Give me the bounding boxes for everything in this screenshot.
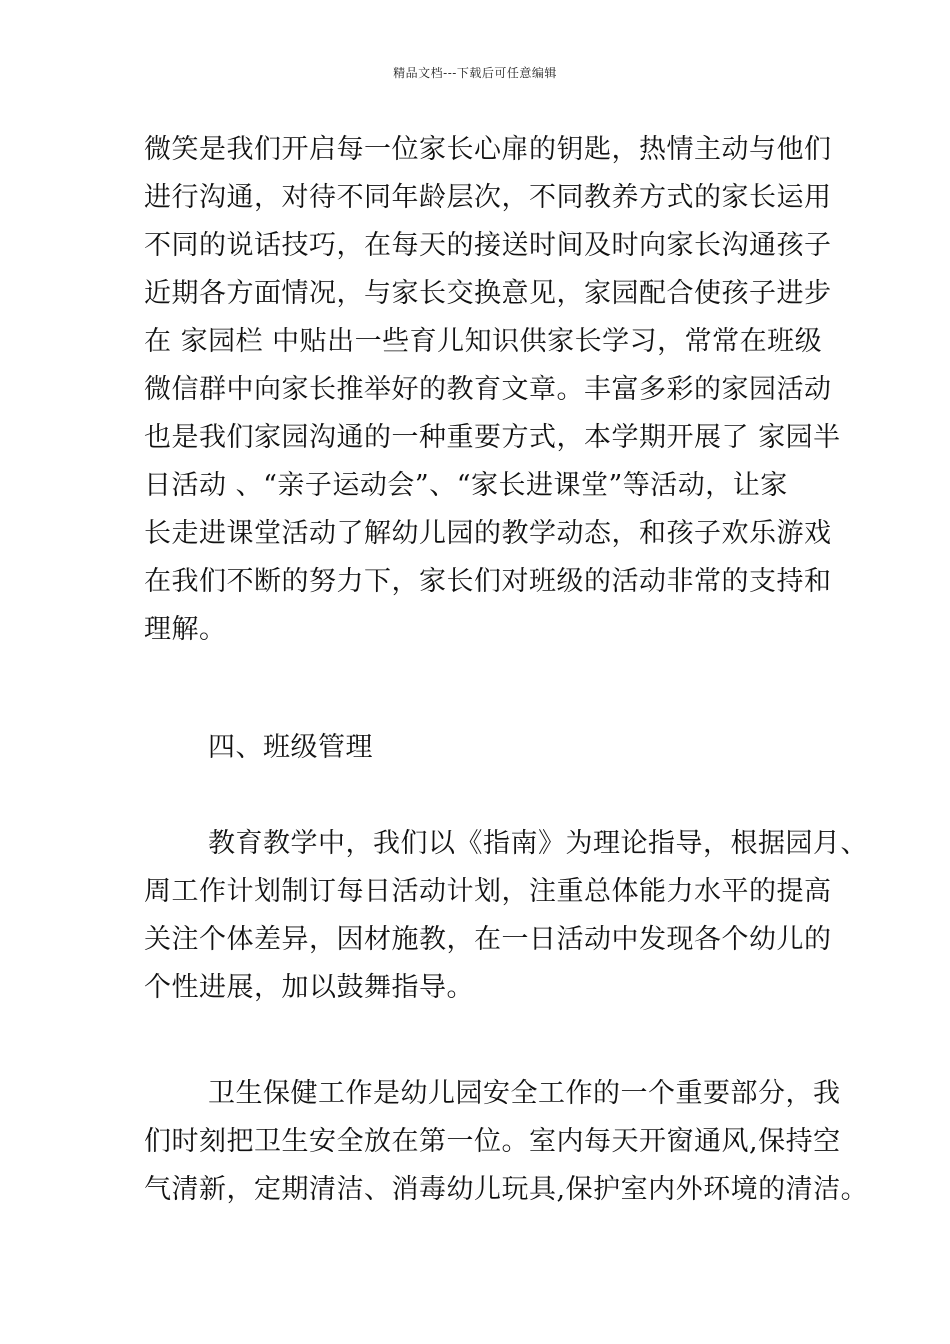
paragraph-home-communication	[144, 126, 841, 654]
text-line: 在 家园栏 中贴出一些育儿知识供家长学习，常常在班级	[144, 326, 823, 357]
text-line: 教育教学中，我们以《指南》为理论指导，根据园月、	[208, 828, 868, 859]
text-line: 微笑是我们开启每一位家长心扉的钥匙，热情主动与他们	[144, 134, 832, 165]
paragraph-teaching	[144, 820, 868, 1012]
text-line: 微信群中向家长推举好的教育文章。丰富多彩的家园活动	[144, 374, 832, 405]
text-line: 个性进展，加以鼓舞指导。	[144, 972, 474, 1003]
text-line: 长走进课堂活动了解幼儿园的教学动态，和孩子欢乐游戏	[144, 518, 832, 549]
text-line: 卫生保健工作是幼儿园安全工作的一个重要部分，我	[208, 1078, 841, 1109]
text-line: 日活动 、“亲子运动会”、“家长进课堂”等活动，让家	[144, 470, 788, 501]
text-line: 进行沟通，对待不同年龄层次，不同教养方式的家长运用	[144, 182, 832, 213]
section-heading	[208, 724, 898, 772]
section-title: 四、班级管理	[208, 732, 373, 763]
text-line: 不同的说话技巧，在每天的接送时间及时向家长沟通孩子	[144, 230, 832, 261]
text-line: 也是我们家园沟通的一种重要方式，本学期开展了 家园半	[144, 422, 841, 453]
text-line: 关注个体差异，因材施教，在一日活动中发现各个幼儿的	[144, 924, 832, 955]
paragraph-health-care	[144, 1070, 869, 1214]
text-line: 周工作计划制订每日活动计划，注重总体能力水平的提高	[144, 876, 832, 907]
text-line: 近期各方面情况，与家长交换意见，家园配合使孩子进步	[144, 278, 832, 309]
text-line: 理解。	[144, 614, 227, 645]
text-line: 们时刻把卫生安全放在第一位。室内每天开窗通风,保持空	[144, 1126, 841, 1157]
text-line: 在我们不断的努力下，家长们对班级的活动非常的支持和	[144, 566, 832, 597]
page-header: 精品文档---下载后可任意编辑	[393, 66, 557, 80]
text-line: 气清新，定期清洁、消毒幼儿玩具,保护室内外环境的清洁。	[144, 1174, 869, 1205]
